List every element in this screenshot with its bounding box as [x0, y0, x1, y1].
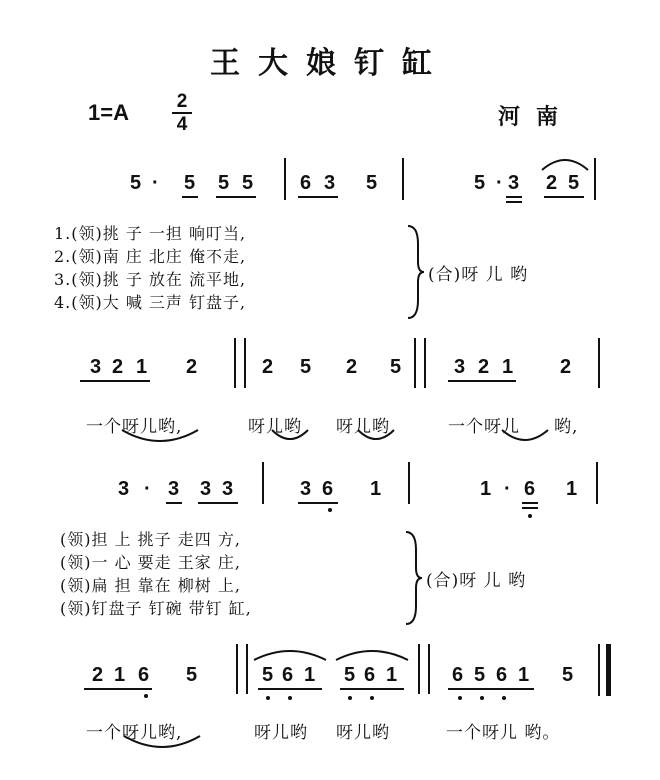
note: 5	[474, 664, 486, 686]
note: 2	[346, 356, 358, 378]
time-numerator: 2	[176, 91, 188, 112]
verse-line: (领)一 心 要走 王家 庄,	[60, 553, 241, 572]
final-barline-thick	[606, 644, 611, 696]
verse-line: 3.(领)挑 子 放在 流平地,	[54, 270, 247, 289]
note: 6	[300, 172, 312, 194]
note: 1	[370, 478, 382, 500]
barline	[262, 462, 264, 504]
slur	[334, 646, 410, 662]
note: 3	[90, 356, 102, 378]
octave-dot	[328, 508, 332, 512]
note: 5	[186, 664, 198, 686]
note: 5	[300, 356, 312, 378]
note: 5	[390, 356, 402, 378]
barline	[284, 158, 286, 200]
barline	[408, 462, 410, 504]
note: 3	[200, 478, 212, 500]
note: 6	[364, 664, 376, 686]
note: 6	[282, 664, 294, 686]
barline	[424, 338, 426, 388]
lyric: 哟,	[554, 417, 579, 437]
barline	[234, 338, 236, 388]
note: 3	[508, 172, 520, 194]
slur	[540, 152, 590, 172]
underline	[258, 688, 322, 690]
note: 1	[566, 478, 578, 500]
octave-dot	[480, 696, 484, 700]
note: 5	[242, 172, 254, 194]
note: 5	[474, 172, 486, 194]
time-denominator: 4	[176, 114, 188, 135]
lyric: 呀儿哟	[254, 723, 308, 743]
note: 5	[262, 664, 274, 686]
barline	[414, 338, 416, 388]
underline	[476, 380, 516, 382]
barline	[598, 338, 600, 388]
note: 5	[218, 172, 230, 194]
lyric: 一个呀儿哟,	[86, 723, 183, 743]
note: 1	[502, 356, 514, 378]
verse-line: 1.(领)挑 子 一担 响叮当,	[54, 224, 247, 243]
note: 1	[136, 356, 148, 378]
note: 3	[118, 478, 130, 500]
underline	[506, 201, 522, 203]
note: 2	[112, 356, 124, 378]
underline	[522, 502, 538, 504]
barline	[246, 644, 248, 694]
lyric: 一个呀儿哟,	[86, 417, 183, 437]
lyric: 一个呀儿	[448, 417, 520, 437]
note: 5	[130, 172, 142, 194]
underline	[544, 196, 584, 198]
underline	[166, 502, 182, 504]
dot-note: ·	[496, 172, 503, 194]
note: 5	[344, 664, 356, 686]
octave-dot	[458, 696, 462, 700]
note: 2	[560, 356, 572, 378]
note: 6	[524, 478, 536, 500]
note: 3	[454, 356, 466, 378]
verse-line: (领)钉盘子 钉碗 带钉 缸,	[60, 599, 252, 618]
note: 5	[562, 664, 574, 686]
barline	[244, 338, 246, 388]
dot-note: ·	[144, 478, 151, 500]
note: 3	[168, 478, 180, 500]
dot-note: ·	[504, 478, 511, 500]
underline	[506, 196, 522, 198]
tie	[270, 428, 310, 448]
note: 2	[546, 172, 558, 194]
note: 1	[304, 664, 316, 686]
octave-dot	[502, 696, 506, 700]
note: 5	[184, 172, 196, 194]
dot-note: ·	[152, 172, 159, 194]
time-signature	[172, 92, 192, 134]
lyric: 一个呀儿 哟。	[446, 723, 561, 743]
note: 2	[92, 664, 104, 686]
verse-block	[54, 222, 246, 314]
note: 1	[386, 664, 398, 686]
octave-dot	[288, 696, 292, 700]
tie	[356, 428, 396, 448]
underline	[182, 196, 198, 198]
lyric: 呀儿哟	[336, 723, 390, 743]
note: 6	[322, 478, 334, 500]
barline	[428, 644, 430, 694]
note: 3	[324, 172, 336, 194]
verse-line: 4.(领)大 喊 三声 钉盘子,	[54, 293, 247, 312]
octave-dot	[266, 696, 270, 700]
note: 1	[480, 478, 492, 500]
tie	[122, 734, 202, 754]
octave-dot	[370, 696, 374, 700]
verse-line: 2.(领)南 庄 北庄 俺不走,	[54, 247, 247, 266]
note: 1	[518, 664, 530, 686]
barline	[594, 158, 596, 200]
chorus-label: (合)呀 儿 哟	[426, 571, 527, 591]
note: 2	[262, 356, 274, 378]
verse-line: (领)扁 担 靠在 柳树 上,	[60, 576, 241, 595]
region-label: 河南	[498, 104, 575, 130]
underline	[448, 688, 534, 690]
note: 3	[222, 478, 234, 500]
underline	[340, 688, 404, 690]
barline	[402, 158, 404, 200]
final-barline-thin	[598, 644, 600, 696]
underline	[112, 688, 152, 690]
barline	[236, 644, 238, 694]
octave-dot	[348, 696, 352, 700]
underline	[198, 502, 238, 504]
lyric: 呀儿哟	[336, 417, 390, 437]
note: 2	[186, 356, 198, 378]
underline	[298, 502, 338, 504]
lyric: 呀儿哟	[248, 417, 302, 437]
brace	[406, 224, 426, 320]
key-signature: 1=A	[88, 100, 129, 125]
octave-dot	[528, 514, 532, 518]
note: 6	[452, 664, 464, 686]
note: 1	[114, 664, 126, 686]
note: 2	[478, 356, 490, 378]
verse-line: (领)担 上 挑子 走四 方,	[60, 530, 241, 549]
slur	[252, 646, 328, 662]
octave-dot	[144, 694, 148, 698]
tie	[500, 428, 550, 448]
note: 5	[568, 172, 580, 194]
verse-block	[60, 528, 252, 620]
underline	[216, 196, 256, 198]
tie	[120, 428, 200, 448]
barline	[596, 462, 598, 504]
song-title: 王大娘钉缸	[210, 46, 450, 81]
chorus-label: (合)呀 儿 哟	[428, 265, 529, 285]
underline	[522, 507, 538, 509]
underline	[298, 196, 338, 198]
underline	[110, 380, 150, 382]
note: 6	[138, 664, 150, 686]
brace	[404, 530, 424, 626]
note: 3	[300, 478, 312, 500]
note: 5	[366, 172, 378, 194]
underline	[84, 688, 114, 690]
barline	[418, 644, 420, 694]
note: 6	[496, 664, 508, 686]
underline	[448, 380, 478, 382]
underline	[80, 380, 110, 382]
